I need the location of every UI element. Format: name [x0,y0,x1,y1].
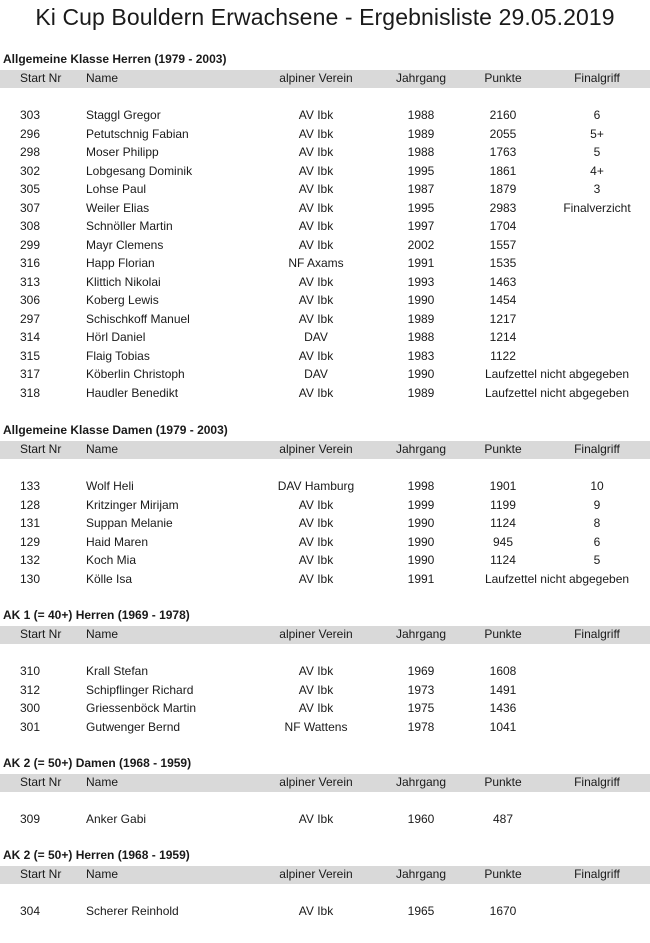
verein-cell: DAV Hamburg [277,479,355,493]
start-nr-cell: 317 [20,367,41,381]
table-row [0,218,650,236]
verein-cell: AV Ibk [298,200,334,215]
start-nr-cell: 296 [20,126,41,141]
verein-cell: NF Axams [288,256,344,270]
start-nr-cell: 132 [20,553,41,567]
punkte-cell: 1122 [490,348,516,363]
header-name: Name [86,627,119,641]
start-nr-cell: 133 [20,479,41,493]
punkte-cell: 1704 [489,219,517,233]
header-jahrgang: Jahrgang [395,627,447,641]
table-row [0,144,650,162]
table-row [0,311,650,329]
finalgriff-cell: 5+ [590,126,604,141]
jahrgang-cell: 1989 [407,311,435,326]
name-cell: Happ Florian [86,256,155,270]
jahrgang-cell: 1990 [407,534,435,549]
jahrgang-cell: 1988 [407,108,435,122]
table-row [0,163,650,181]
punkte-cell: 1608 [489,664,517,678]
jahrgang-cell: 1969 [407,664,435,678]
table-row [0,255,650,273]
start-nr-cell: 303 [20,108,41,122]
table-header [0,774,650,792]
jahrgang-cell: 1988 [407,330,435,344]
name-cell: Scherer Reinhold [86,904,179,918]
name-cell: Moser Philipp [86,145,159,159]
start-nr-cell: 129 [20,534,41,549]
start-nr-cell: 314 [20,330,41,344]
header-name: Name [86,775,119,789]
table-row [0,292,650,310]
finalgriff-cell: 5 [593,553,601,567]
name-cell: Krall Stefan [86,664,149,678]
punkte-cell: 1217 [489,311,517,326]
start-nr-cell: 315 [20,348,41,363]
page-title: Ki Cup Bouldern Erwachsene - Ergebnisliste 29.05.2019 [35,4,615,30]
punkte-cell: 487 [492,812,514,826]
verein-cell: AV Ibk [298,385,334,400]
verein-cell: AV Ibk [298,571,334,586]
punkte-cell: 1491 [489,682,517,697]
jahrgang-cell: 1991 [407,571,435,586]
note-cell: Laufzettel nicht abgegeben [484,367,630,381]
table-header [0,866,650,884]
punkte-cell: 1557 [489,237,517,252]
jahrgang-cell: 1990 [407,367,435,381]
table-row [0,700,650,718]
finalgriff-cell: 10 [590,479,604,493]
table-header [0,441,650,459]
table-row [0,237,650,255]
jahrgang-cell: 1998 [407,479,435,493]
header-punkte: Punkte [484,775,522,789]
header-finalgriff: Finalgriff [574,442,620,456]
finalgriff-cell: 8 [593,516,601,530]
punkte-cell: 1763 [489,145,517,159]
verein-cell: AV Ibk [298,812,334,826]
verein-cell: AV Ibk [298,237,334,252]
table-header [0,626,650,644]
punkte-cell: 2055 [489,126,517,141]
table-header [0,70,650,88]
start-nr-cell: 298 [20,145,41,159]
verein-cell: AV Ibk [298,664,334,678]
table-row [0,663,650,681]
start-nr-cell: 307 [20,200,41,215]
header-verein: alpiner Verein [279,775,353,789]
name-cell: Weiler Elias [86,200,150,215]
header-finalgriff: Finalgriff [574,775,620,789]
finalgriff-cell: 5 [593,145,601,159]
verein-cell: AV Ibk [298,126,334,141]
verein-cell: AV Ibk [298,348,334,363]
punkte-cell: 1124 [490,553,516,567]
jahrgang-cell: 1973 [407,682,435,697]
verein-cell: AV Ibk [298,701,334,715]
table-row [0,200,650,218]
header-verein: alpiner Verein [279,627,353,641]
verein-cell: DAV [304,330,328,344]
verein-cell: AV Ibk [298,274,334,289]
note-cell: Laufzettel nicht abgegeben [484,571,630,586]
verein-cell: AV Ibk [298,516,334,530]
jahrgang-cell: 1997 [407,219,435,233]
header-verein: alpiner Verein [279,867,353,881]
table-row [0,515,650,533]
name-cell: Kölle Isa [86,571,133,586]
jahrgang-cell: 1989 [407,385,435,400]
start-nr-cell: 299 [20,237,41,252]
table-row [0,366,650,384]
start-nr-cell: 300 [20,701,41,715]
section-title: Allgemeine Klasse Herren (1979 - 2003) [3,52,227,66]
name-cell: Suppan Melanie [86,516,173,530]
section-title: AK 1 (= 40+) Herren (1969 - 1978) [3,608,190,622]
jahrgang-cell: 1990 [407,553,435,567]
finalgriff-cell: 6 [593,108,601,122]
punkte-cell: 1214 [489,330,517,344]
table-row [0,552,650,570]
header-start-nr: Start Nr [20,442,62,456]
jahrgang-cell: 1989 [407,126,435,141]
punkte-cell: 1879 [489,182,517,196]
header-verein: alpiner Verein [279,71,353,85]
section-title: AK 2 (= 50+) Herren (1968 - 1959) [3,848,190,862]
punkte-cell: 1041 [489,719,517,734]
jahrgang-cell: 1987 [407,182,435,196]
table-row [0,126,650,144]
jahrgang-cell: 1983 [407,348,435,363]
jahrgang-cell: 1995 [407,200,435,215]
punkte-cell: 1463 [489,274,517,289]
name-cell: Mayr Clemens [86,237,164,252]
jahrgang-cell: 1990 [407,293,435,307]
header-jahrgang: Jahrgang [395,442,447,456]
name-cell: Hörl Daniel [86,330,146,344]
verein-cell: NF Wattens [284,719,348,734]
name-cell: Klittich Nikolai [86,274,161,289]
jahrgang-cell: 1993 [407,274,435,289]
header-name: Name [86,442,119,456]
punkte-cell: 2160 [489,108,517,122]
table-row [0,385,650,403]
name-cell: Lobgesang Dominik [86,163,193,178]
jahrgang-cell: 1995 [407,163,435,178]
finalgriff-cell: Finalverzicht [563,200,631,215]
header-punkte: Punkte [484,627,522,641]
finalgriff-cell: 6 [593,534,601,549]
header-finalgriff: Finalgriff [574,867,620,881]
start-nr-cell: 305 [20,182,41,196]
name-cell: Anker Gabi [86,812,147,826]
section-title: Allgemeine Klasse Damen (1979 - 2003) [3,423,228,437]
table-row [0,329,650,347]
header-name: Name [86,867,119,881]
table-row [0,571,650,589]
verein-cell: AV Ibk [298,293,334,307]
verein-cell: AV Ibk [298,145,334,159]
name-cell: Gutwenger Bernd [86,719,181,734]
verein-cell: AV Ibk [298,682,334,697]
verein-cell: AV Ibk [298,534,334,549]
jahrgang-cell: 1965 [407,904,435,918]
name-cell: Wolf Heli [86,479,134,493]
header-start-nr: Start Nr [20,775,62,789]
start-nr-cell: 312 [20,682,41,697]
name-cell: Griessenböck Martin [86,701,197,715]
section-title: AK 2 (= 50+) Damen (1968 - 1959) [3,756,192,770]
start-nr-cell: 128 [20,497,41,512]
table-row [0,497,650,515]
header-name: Name [86,71,119,85]
start-nr-cell: 304 [20,904,41,918]
start-nr-cell: 130 [20,571,41,586]
table-row [0,903,650,921]
header-start-nr: Start Nr [20,71,62,85]
jahrgang-cell: 1999 [407,497,435,512]
jahrgang-cell: 1988 [407,145,435,159]
punkte-cell: 945 [492,534,514,549]
punkte-cell: 2983 [489,200,517,215]
finalgriff-cell: 3 [593,182,601,196]
header-verein: alpiner Verein [279,442,353,456]
finalgriff-cell: 9 [593,497,601,512]
jahrgang-cell: 2002 [407,237,435,252]
name-cell: Köberlin Christoph [86,367,185,381]
jahrgang-cell: 1978 [407,719,435,734]
verein-cell: AV Ibk [298,108,334,122]
verein-cell: AV Ibk [298,311,334,326]
punkte-cell: 1124 [490,516,516,530]
table-row [0,348,650,366]
jahrgang-cell: 1990 [407,516,435,530]
name-cell: Koberg Lewis [86,293,159,307]
header-jahrgang: Jahrgang [395,867,447,881]
header-punkte: Punkte [484,442,522,456]
table-row [0,478,650,496]
start-nr-cell: 302 [20,163,41,178]
name-cell: Koch Mia [86,553,137,567]
punkte-cell: 1454 [489,293,517,307]
header-start-nr: Start Nr [20,867,62,881]
start-nr-cell: 309 [20,812,41,826]
table-row [0,811,650,829]
start-nr-cell: 131 [20,516,41,530]
name-cell: Lohse Paul [86,182,147,196]
verein-cell: DAV [304,367,328,381]
start-nr-cell: 313 [20,274,41,289]
start-nr-cell: 310 [20,664,41,678]
punkte-cell: 1535 [489,256,517,270]
verein-cell: AV Ibk [298,182,334,196]
name-cell: Kritzinger Mirijam [86,497,179,512]
verein-cell: AV Ibk [298,163,334,178]
table-row [0,274,650,292]
header-start-nr: Start Nr [20,627,62,641]
start-nr-cell: 297 [20,311,41,326]
jahrgang-cell: 1991 [407,256,435,270]
header-finalgriff: Finalgriff [574,71,620,85]
note-cell: Laufzettel nicht abgegeben [484,385,630,400]
verein-cell: AV Ibk [298,904,334,918]
name-cell: Schipflinger Richard [86,682,194,697]
table-row [0,534,650,552]
table-row [0,107,650,125]
start-nr-cell: 306 [20,293,41,307]
name-cell: Haid Maren [86,534,149,549]
header-jahrgang: Jahrgang [395,71,447,85]
start-nr-cell: 316 [20,256,41,270]
jahrgang-cell: 1975 [407,701,435,715]
verein-cell: AV Ibk [298,219,334,233]
name-cell: Haudler Benedikt [86,385,179,400]
header-finalgriff: Finalgriff [574,627,620,641]
jahrgang-cell: 1960 [407,812,435,826]
start-nr-cell: 308 [20,219,41,233]
name-cell: Schnöller Martin [86,219,173,233]
finalgriff-cell: 4+ [590,163,604,178]
table-row [0,719,650,737]
table-row [0,682,650,700]
punkte-cell: 1861 [489,163,517,178]
punkte-cell: 1901 [489,479,517,493]
punkte-cell: 1436 [489,701,517,715]
name-cell: Flaig Tobias [86,348,150,363]
name-cell: Staggl Gregor [86,108,161,122]
name-cell: Schischkoff Manuel [86,311,190,326]
header-punkte: Punkte [484,867,522,881]
name-cell: Petutschnig Fabian [86,126,189,141]
header-jahrgang: Jahrgang [395,775,447,789]
punkte-cell: 1199 [490,497,516,512]
start-nr-cell: 301 [20,719,41,734]
verein-cell: AV Ibk [298,553,334,567]
header-punkte: Punkte [484,71,522,85]
punkte-cell: 1670 [489,904,517,918]
verein-cell: AV Ibk [298,497,334,512]
start-nr-cell: 318 [20,385,41,400]
table-row [0,181,650,199]
